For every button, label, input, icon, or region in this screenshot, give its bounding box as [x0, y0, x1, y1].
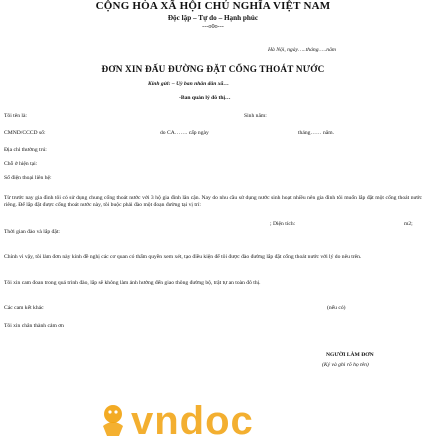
body-paragraph-1: Từ trước nay gia đình tôi có sử dụng chung cống thoát nước với 3 hộ gia đình lân cận. Nay do nhu cầu sử dụng nước sinh hoạt nhiều nên gia đình tôi muốn lắp đặt một cống thoát nước riêng. Để lắp đặt được cống thoát nước này, tôi buộc phải đào một đoạn đường tại vị trí: — [4, 195, 422, 208]
motto: Độc lập – Tự do – Hạnh phúc — [167, 14, 259, 22]
nation-header: CỘNG HÒA XÃ HỘI CHỦ NGHĨA VIỆT NAM — [95, 0, 331, 12]
phone-label: Số điện thoại liên hệ: — [4, 175, 52, 181]
dob-label: Sinh năm: — [244, 113, 267, 119]
thanks-line: Tôi xin chân thành cảm ơn — [4, 323, 64, 329]
vndoc-logo — [97, 396, 337, 439]
signature-note: (Ký và ghi rõ họ tên) — [322, 362, 369, 368]
recipient-line-1: Kính gửi: – Uỷ ban nhân dân xã… — [148, 81, 229, 87]
document-title: ĐƠN XIN ĐẤU ĐƯỜNG ĐẶT CỐNG THOÁT NƯỚC — [101, 64, 325, 74]
issued-month: tháng…… năm. — [298, 130, 335, 136]
ornament: ---o0o--- — [202, 23, 224, 30]
issued-by: do CA……. cấp ngày — [160, 130, 209, 136]
body-paragraph-3: Tôi xin cam đoan trong quá trình đào, lắp sẽ không làm ảnh hưởng đến giao thông đường bộ, trật tự an toàn đô thị. — [4, 280, 261, 286]
area-unit: m2; — [404, 221, 413, 227]
signature-role: NGƯỜI LÀM ĐƠN — [326, 352, 374, 358]
address-label: Địa chỉ thường trú: — [4, 147, 47, 153]
id-label: CMND/CCCD số: — [4, 130, 46, 136]
logo-wordmark: vndoc — [131, 399, 254, 439]
recipient-line-2: -Ban quản lý đô thị… — [179, 95, 231, 101]
current-address-label: Chỗ ở hiện tại: — [4, 161, 38, 167]
other-commitments-label: Các cam kết khác — [4, 305, 44, 311]
logo-mascot-icon — [103, 405, 123, 436]
other-commitments-note: (nếu có) — [327, 305, 346, 311]
area-label: ; Diện tích: — [270, 221, 296, 227]
body-paragraph-2: Chính vì vậy, tôi làm đơn này kính đề nghị các cơ quan có thẩm quyền xem xét, tạo điều kiện để tôi được đào đường lắp đặt cống thoát nước với lý do nêu trên. — [4, 254, 362, 260]
dig-time-label: Thời gian đào và lắp đặt: — [4, 229, 60, 235]
name-label: Tôi tên là: — [4, 113, 27, 119]
place-date: Hà Nội, ngày…..tháng…..năm — [268, 47, 336, 53]
